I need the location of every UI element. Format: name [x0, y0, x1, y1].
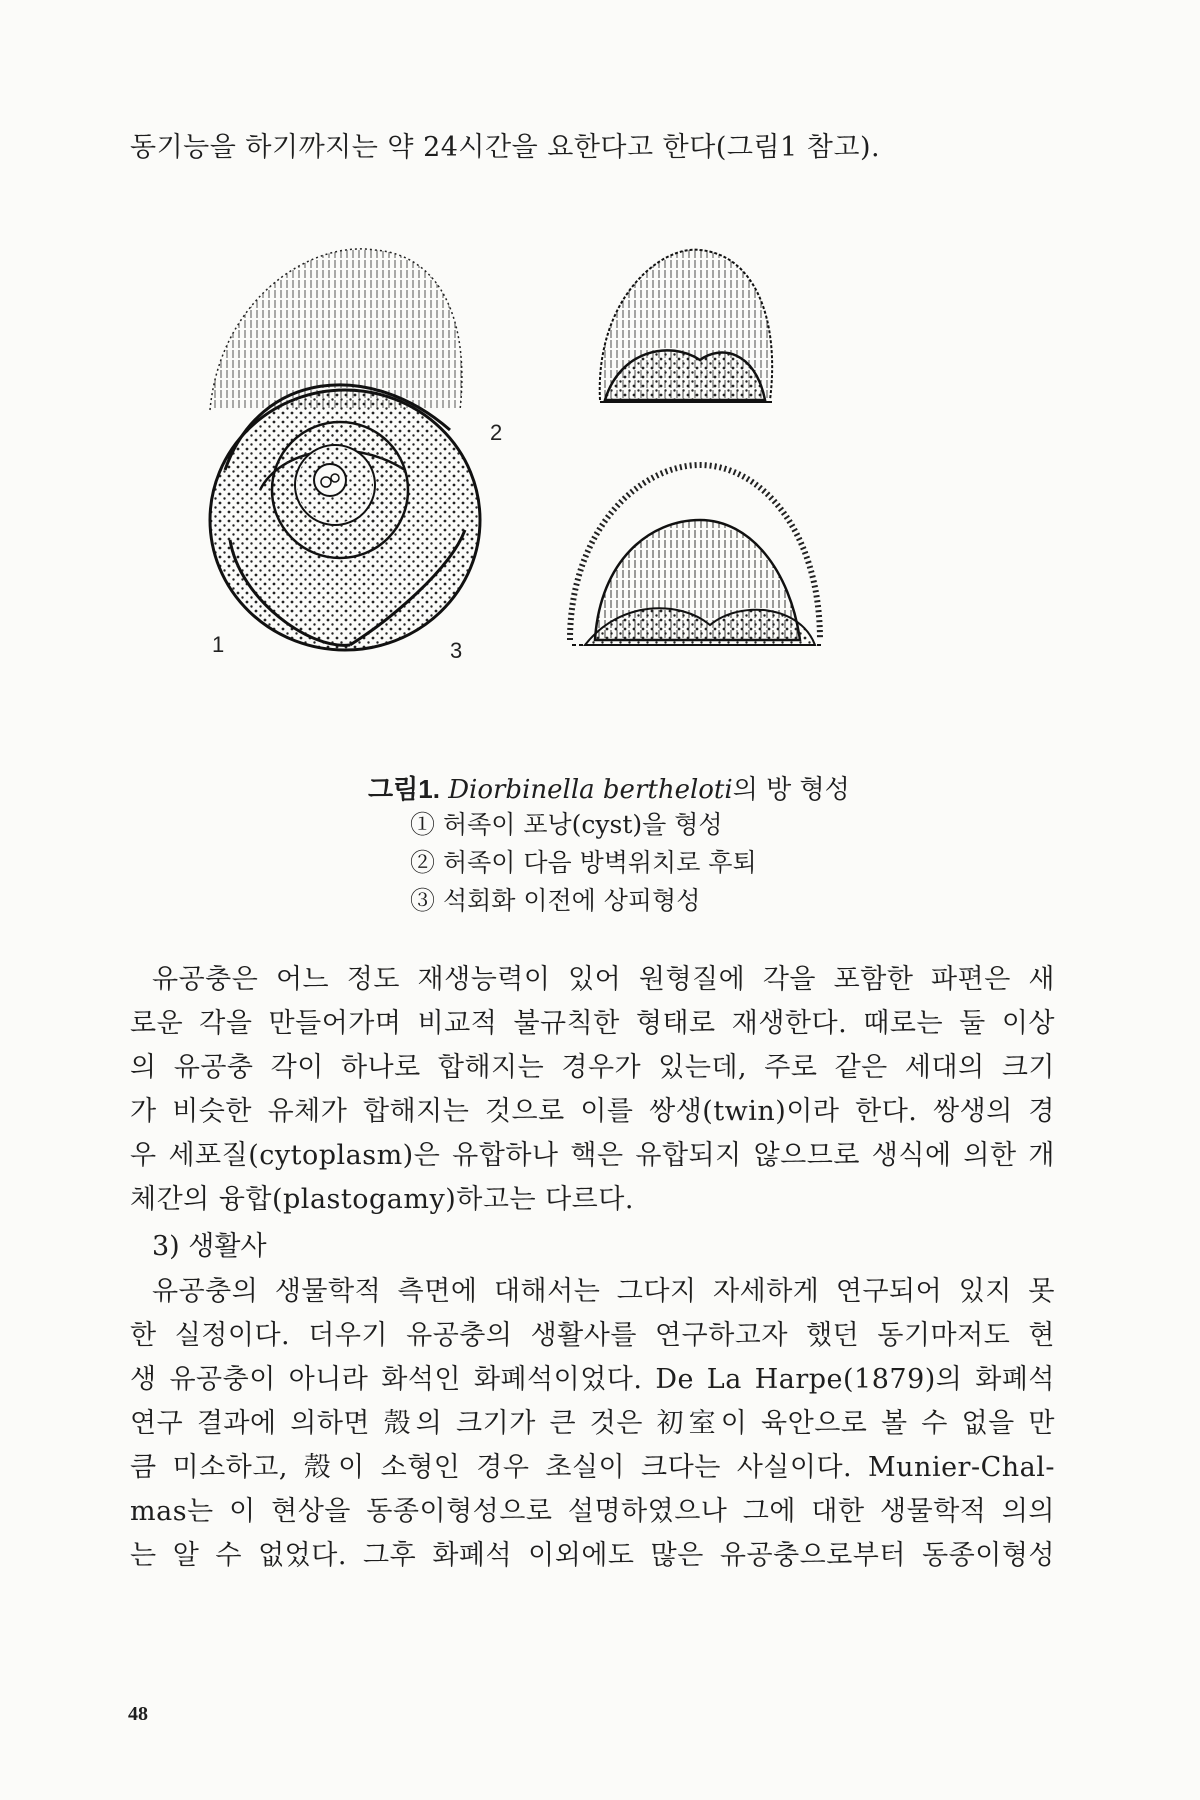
figure-caption-suffix: 의 방 형성: [732, 775, 850, 805]
figure-caption-item-2: ② 허족이 다음 방벽위치로 후퇴: [410, 848, 757, 877]
figure-caption-item-3: ③ 석회화 이전에 상피형성: [410, 886, 701, 915]
paragraph-1-line: 가 비슷한 유체가 합해지는 것으로 이를 쌍생(twin)이라 한다. 쌍생의 경: [130, 1096, 1055, 1127]
foraminifera-figure: [200, 240, 900, 750]
paragraph-2-line: 연구 결과에 의하면 殼의 크기가 큰 것은 初室이 육안으로 볼 수 없을 만: [130, 1408, 1055, 1439]
panel-2-label: 2: [490, 420, 503, 445]
figure-caption-label: 그림1.: [368, 774, 440, 804]
panel-2-drawing: [600, 250, 772, 402]
panel-1-drawing: [210, 249, 480, 650]
paragraph-2-line: mas는 이 현상을 동종이형성으로 설명하였으나 그에 대한 생물학적 의의: [130, 1496, 1055, 1527]
panel-1-label: 1: [212, 632, 225, 657]
paragraph-1-line: 로운 각을 만들어가며 비교적 불규칙한 형태로 재생한다. 때로는 둘 이상: [130, 1008, 1055, 1039]
section-heading: 3) 생활사: [152, 1231, 267, 1262]
paragraph-2-line: 생 유공충이 아니라 화석인 화폐석이었다. De La Harpe(1879)의 화폐석: [130, 1364, 1055, 1395]
intro-text-line: 동기능을 하기까지는 약 24시간을 요한다고 한다(그림1 참고).: [130, 132, 881, 163]
panel-3-label: 3: [450, 638, 463, 663]
paragraph-1-line: 우 세포질(cytoplasm)은 유합하나 핵은 유합되지 않으므로 생식에 의한 개: [130, 1140, 1055, 1171]
panel-3-drawing: [570, 465, 822, 645]
paragraph-2-line: 는 알 수 없었다. 그후 화폐석 이외에도 많은 유공충으로부터 동종이형성: [130, 1540, 1055, 1571]
paragraph-2-line: 한 실정이다. 더우기 유공충의 생활사를 연구하고자 했던 동기마저도 현: [130, 1320, 1055, 1351]
figure-caption-item-1: ① 허족이 포낭(cyst)을 형성: [410, 810, 723, 839]
paragraph-1-line: 의 유공충 각이 하나로 합해지는 경우가 있는데, 주로 같은 세대의 크기: [130, 1052, 1055, 1083]
paragraph-2-line: 유공충의 생물학적 측면에 대해서는 그다지 자세하게 연구되어 있지 못: [152, 1276, 1055, 1307]
figure-caption-species: Diorbinella bertheloti: [448, 775, 733, 805]
page-number: 48: [128, 1703, 148, 1725]
paragraph-1-line: 유공충은 어느 정도 재생능력이 있어 원형질에 각을 포함한 파편은 새: [152, 964, 1055, 995]
foraminifera-illustration: [200, 240, 900, 750]
paragraph-2-line: 큼 미소하고, 殼이 소형인 경우 초실이 크다는 사실이다. Munier-Chal-: [130, 1452, 1055, 1483]
figure-caption-title: [368, 772, 850, 807]
paragraph-1-line: 체간의 융합(plastogamy)하고는 다르다.: [130, 1184, 634, 1215]
